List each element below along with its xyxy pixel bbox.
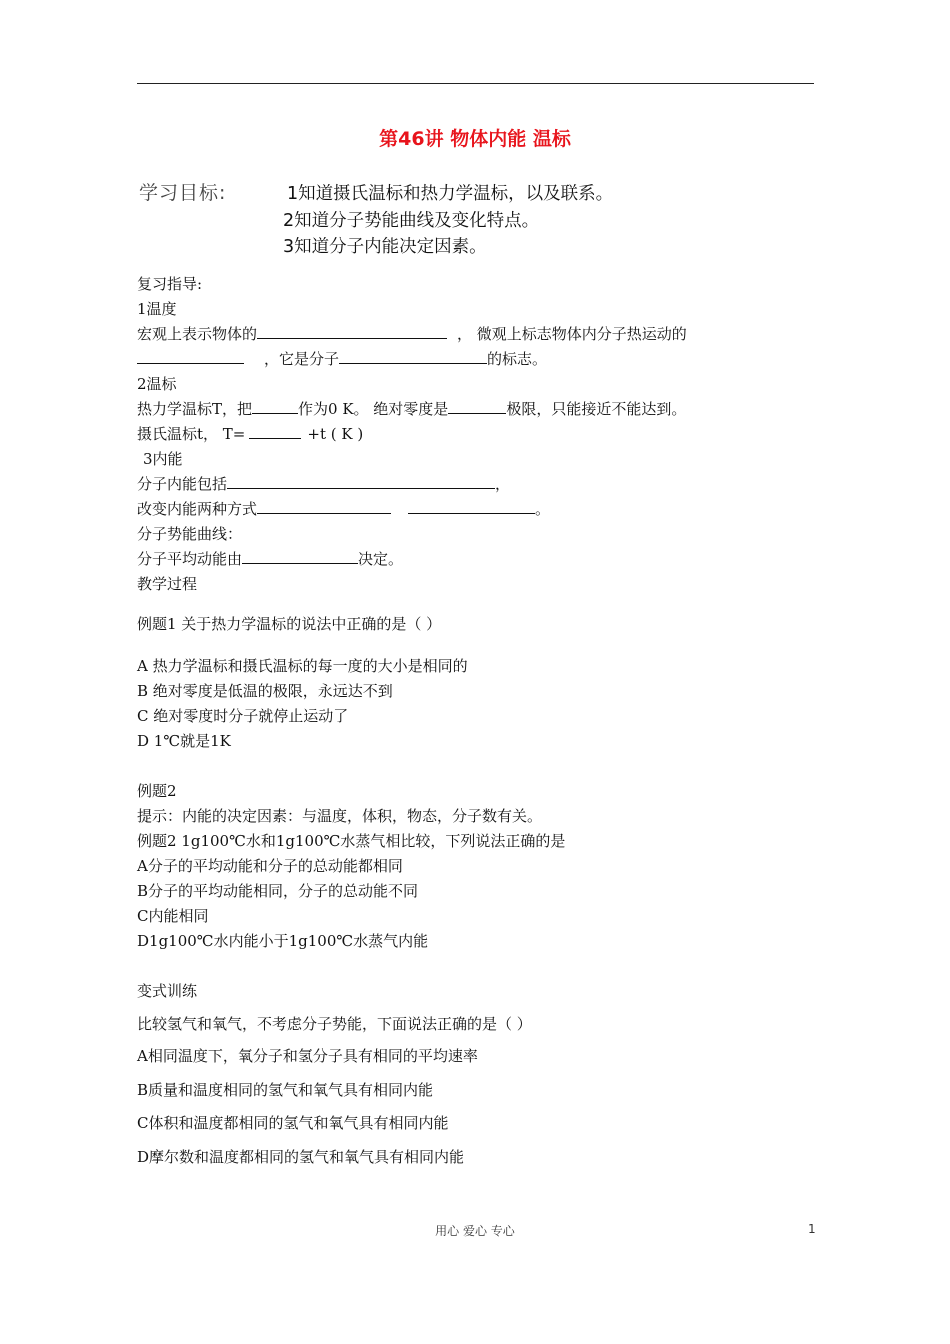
review-line: 分子势能曲线：	[137, 525, 243, 543]
answer-blank[interactable]	[448, 399, 506, 414]
review-line: 摄氏温标t， T= +t ( K )	[137, 425, 364, 443]
answer-blank[interactable]	[227, 474, 495, 489]
review-line: 分子平均动能由 决定。	[137, 550, 404, 568]
example-question: 例题1 关于热力学温标的说法中正确的是（ ）	[137, 615, 442, 633]
answer-blank[interactable]	[408, 499, 535, 514]
review-heading: 复习指导:	[137, 275, 203, 293]
answer-blank[interactable]	[137, 349, 244, 364]
variant-title: 变式训练	[137, 982, 198, 1000]
section-title: 1温度	[137, 300, 177, 318]
page-number: 1	[808, 1222, 816, 1236]
option-a: A分子的平均动能和分子的总动能都相同	[137, 857, 403, 875]
variant-question: 比较氢气和氧气，不考虑分子势能，下面说法正确的是（ ）	[137, 1015, 532, 1033]
review-line: 分子内能包括 ，	[137, 475, 511, 493]
option-b: B质量和温度相同的氢气和氧气具有相同内能	[137, 1081, 434, 1099]
answer-blank[interactable]	[242, 549, 358, 564]
option-a: A相同温度下，氧分子和氢分子具有相同的平均速率	[137, 1047, 478, 1065]
option-c: C内能相同	[137, 907, 209, 925]
option-d: D 1℃就是1K	[137, 732, 231, 750]
example-question: 例题2 1g100℃水和1g100℃水蒸气相比较，下列说法正确的是	[137, 832, 566, 850]
review-line: ，它是分子 的标志。	[137, 349, 547, 369]
page-title: 第46讲 物体内能 温标	[379, 128, 571, 150]
goal-item: 3知道分子内能决定因素。	[283, 237, 487, 257]
option-d: D摩尔数和温度都相同的氢气和氧气具有相同内能	[137, 1148, 465, 1166]
answer-blank[interactable]	[252, 399, 298, 414]
option-d: D1g100℃水内能小于1g100℃水蒸气内能	[137, 932, 429, 950]
option-b: B分子的平均动能相同，分子的总动能不同	[137, 882, 419, 900]
section-heading: 教学过程	[137, 575, 198, 593]
goals-label: 学习目标:	[139, 182, 227, 204]
review-line: 热力学温标T，把 作为0 K。 绝对零度是 极限，只能接近不能达到。	[137, 400, 687, 418]
answer-blank[interactable]	[257, 324, 447, 339]
answer-blank[interactable]	[339, 349, 487, 364]
option-c: C体积和温度都相同的氢气和氧气具有相同内能	[137, 1114, 449, 1132]
example-title: 例题2	[137, 782, 177, 800]
header-rule	[137, 83, 814, 84]
answer-blank[interactable]	[249, 424, 301, 439]
review-line: 改变内能两种方式 。	[137, 500, 551, 518]
goal-item: 1知道摄氏温标和热力学温标，以及联系。	[287, 184, 614, 204]
section-title: 2温标	[137, 375, 177, 393]
goal-item: 2知道分子势能曲线及变化特点。	[283, 211, 540, 231]
option-b: B 绝对零度是低温的极限，永远达不到	[137, 682, 393, 700]
section-title: 3内能	[143, 450, 183, 468]
answer-blank[interactable]	[257, 499, 391, 514]
review-line: 宏观上表示物体的 ， 微观上标志物体内分子热运动的	[137, 325, 687, 343]
option-a: A 热力学温标和摄氏温标的每一度的大小是相同的	[137, 657, 468, 675]
option-c: C 绝对零度时分子就停止运动了	[137, 707, 349, 725]
footer-text: 用心 爱心 专心	[435, 1224, 515, 1238]
example-hint: 提示：内能的决定因素：与温度，体积，物态，分子数有关。	[137, 807, 543, 825]
